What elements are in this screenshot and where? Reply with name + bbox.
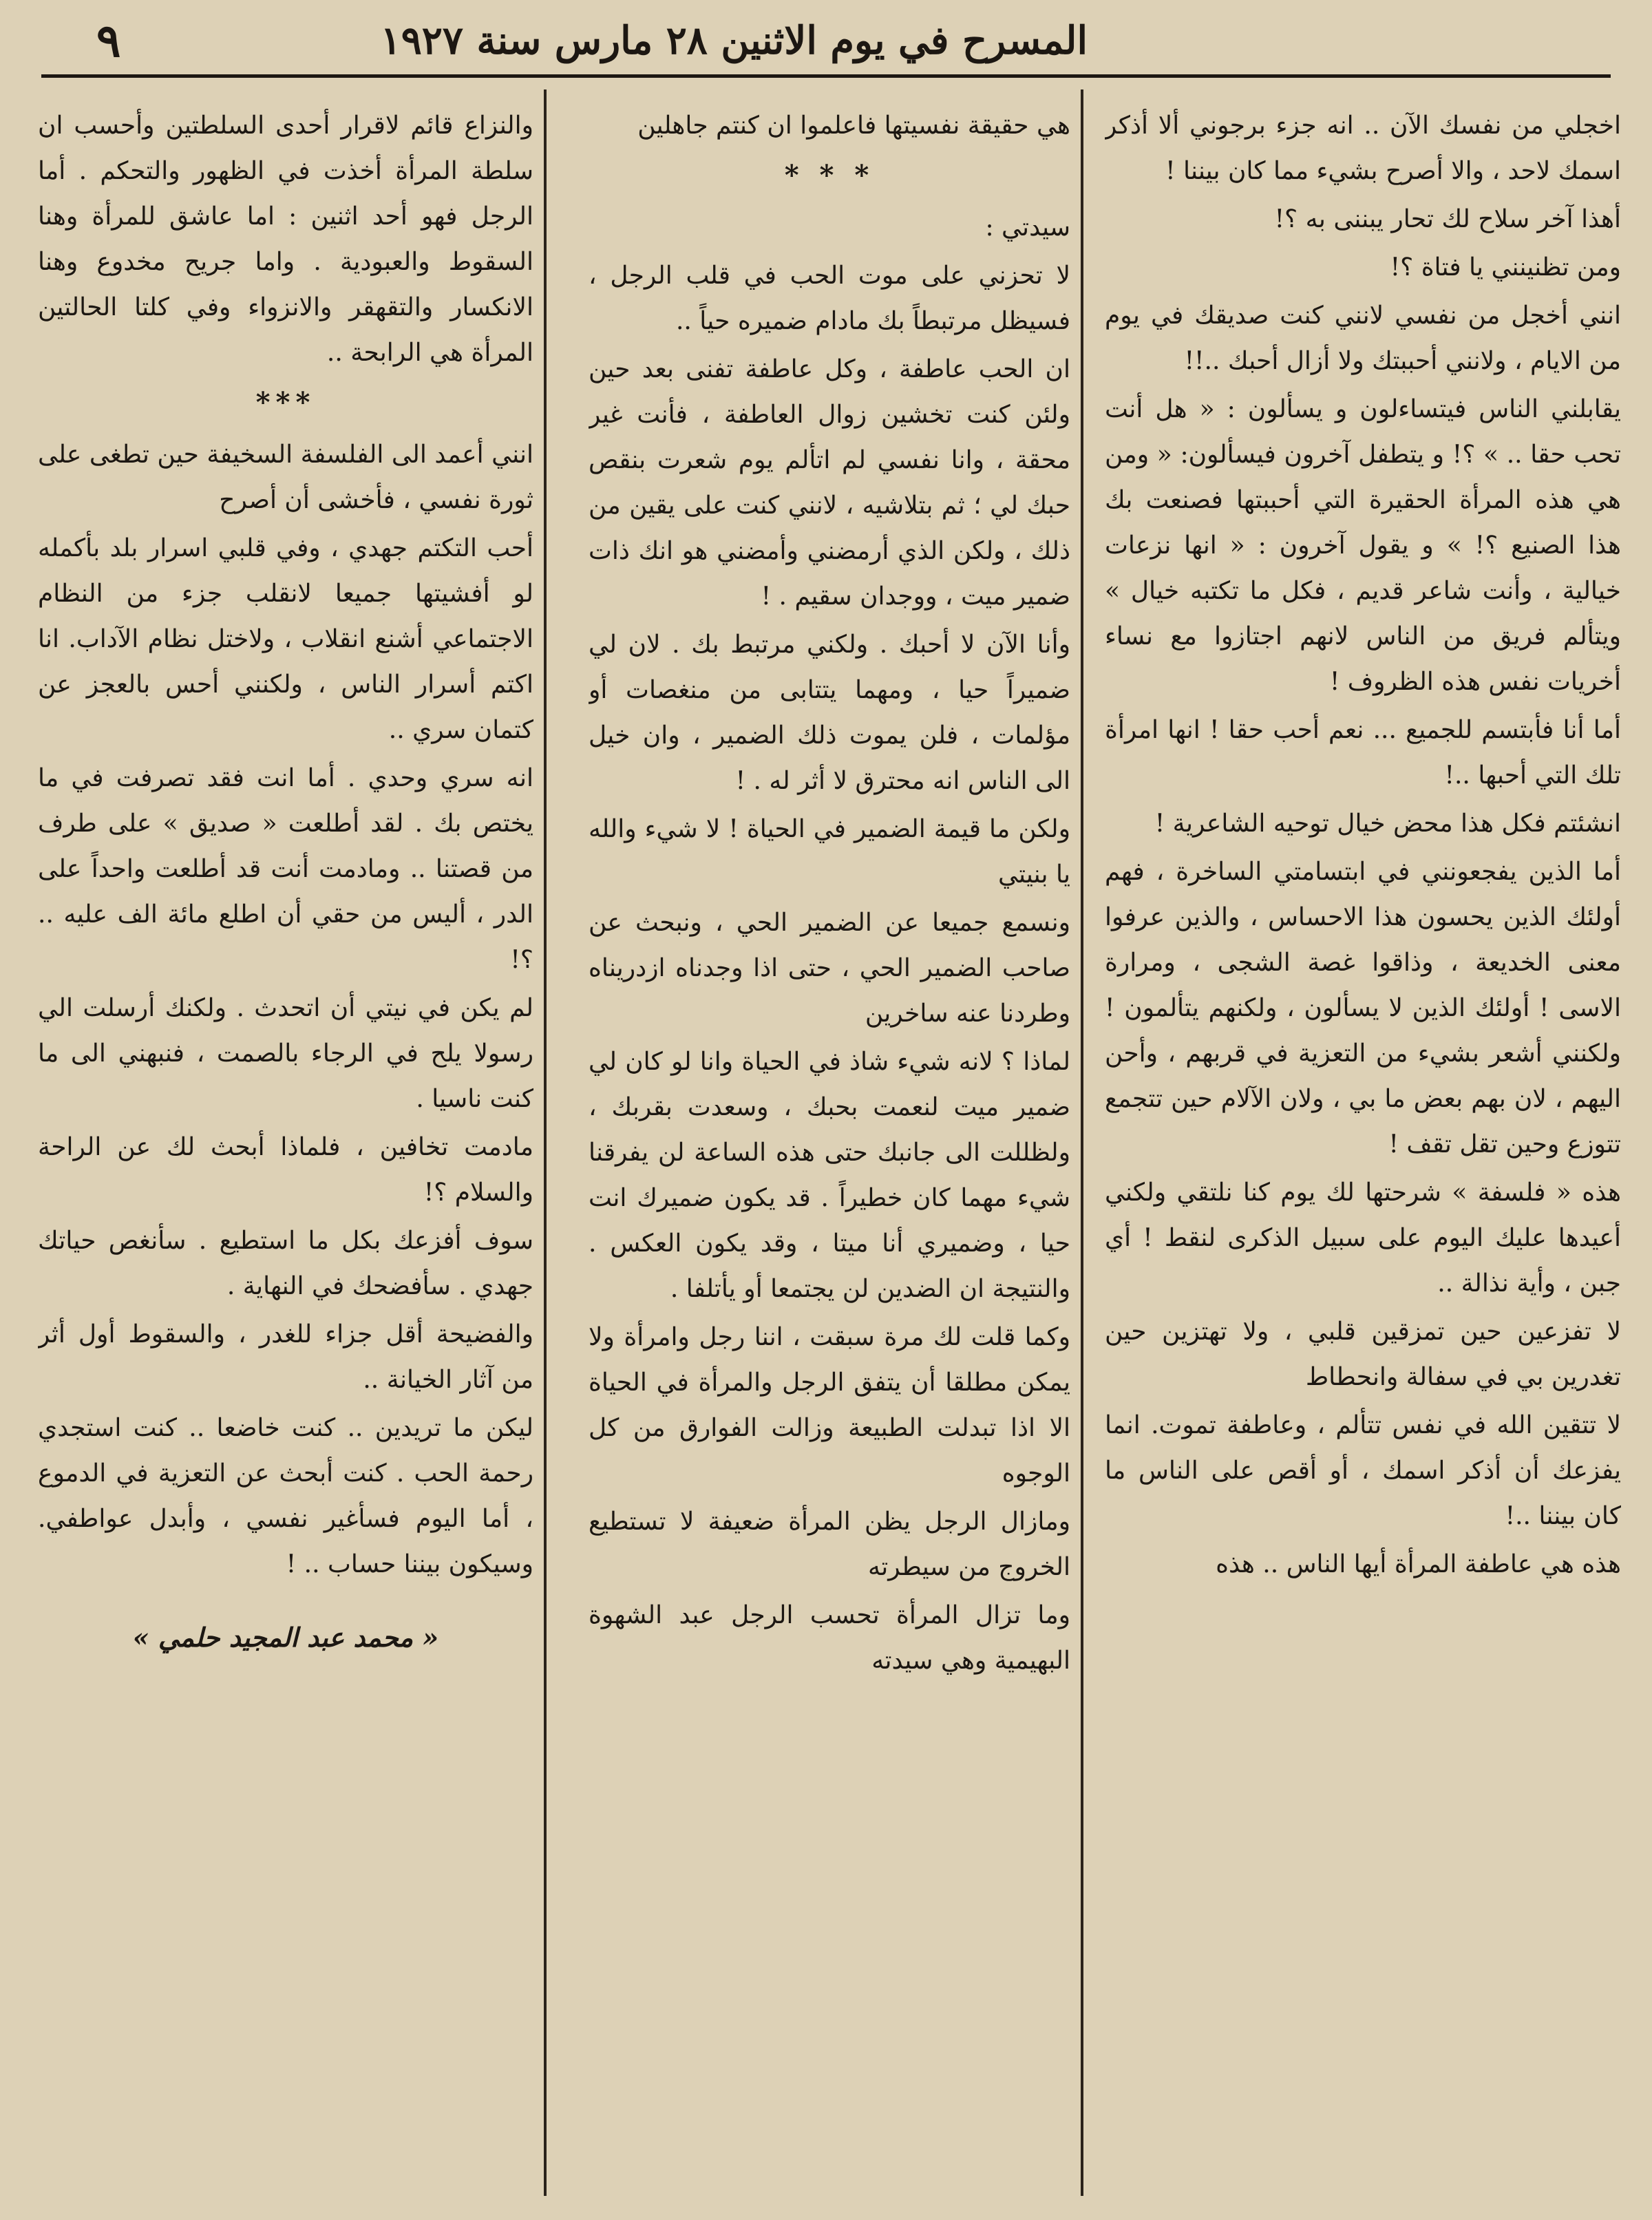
paragraph: هي حقيقة نفسيتها فاعلموا ان كنتم جاهلين [637, 112, 1070, 140]
paragraph: لا تحزني على موت الحب في قلب الرجل ، فسيظل مرتبطاً بك مادام ضميره حياً .. [589, 262, 1070, 335]
paragraph: ونسمع جميعا عن الضمير الحي ، ونبحث عن صاحب الضمير الحي ، حتى اذا وجدناه ازدريناه وطردنا عنه ساخرين [589, 909, 1070, 1028]
paragraph: لا تفزعين حين تمزقين قلبي ، ولا تهتزين حين تغدرين بي في سفالة وانحطاط [1105, 1318, 1621, 1391]
paragraph: مادمت تخافين ، فلماذا أبحث لك عن الراحة والسلام ؟! [38, 1133, 533, 1207]
paragraph: لماذا ؟ لانه شيء شاذ في الحياة وانا لو كان لي ضمير ميت لنعمت بحبك ، وسعدت بقربك ، ولظللت الى جانبك حتى هذه الساعة لن يفرقنا شيء مهما كان خطيراً . قد يكون ضميرك انت حيا ، وضميري أنا ميتا ، وقد يكون العكس . والنتيجة ان الضدين لن يجتمعا أو يأتلفا . [589, 1048, 1070, 1303]
header-title: المسرح في يوم الاثنين ٢٨ مارس سنة ١٩٢٧ [380, 18, 1088, 63]
paragraph: انشئتم فكل هذا محض خيال توحيه الشاعرية ! [1154, 810, 1621, 838]
paragraph: انه سري وحدي . أما انت فقد تصرفت في ما يختص بك . لقد أطلعت « صديق » على طرف من قصتنا .. ومادمت أنت قد أطلعت واحداً على الدر ، أليس من حقي أن اطلع مائة الف عليه .. ؟! [38, 764, 533, 974]
paragraph: يقابلني الناس فيتساءلون و يسألون : « هل أنت تحب حقا .. » ؟! و يتطفل آخرون فيسألون: « ومن هي هذه المرأة الحقيرة التي أحببتها فصنعت بك هذا الصنيع ؟! » و يقول آخرون : « انها نزعات خيالية ، وأنت شاعر قديم ، فكل ما تكتبه خيال » ويتألم فريق من الناس لانهم اجتازوا مع نساء أخريات نفس هذه الظروف ! [1105, 395, 1621, 696]
paragraph: ليكن ما تريدين .. كنت خاضعا .. كنت استجدي رحمة الحب . كنت أبحث عن التعزية في الدموع ، أما اليوم فسأغير نفسي ، وأبدل عواطفي. وسيكون بيننا حساب .. ! [38, 1414, 533, 1578]
column-left [38, 103, 533, 2203]
paragraph: وأنا الآن لا أحبك . ولكني مرتبط بك . لان لي ضميراً حيا ، ومهما يتتابى من منغصات أو مؤلمات ، فلن يموت ذلك الضمير ، وان خيل الى الناس انه محترق لا أثر له . ! [589, 631, 1070, 795]
paragraph: والفضيحة أقل جزاء للغدر ، والسقوط أول أثر من آثار الخيانة .. [38, 1320, 533, 1394]
section-separator: * * * [784, 159, 875, 191]
paragraph: أما الذين يفجعونني في ابتسامتي الساخرة ، فهم أولئك الذين يحسون هذا الاحساس ، والذين عرفوا معنى الخديعة ، وذاقوا غصة الشجى ، ومرارة الاسى ! أولئك الذين لا يسألون ، ولكنهم يتألمون ! ولكنني أشعر بشيء من التعزية في قربهم ، وأحن اليهم ، لان بهم بعض ما بي ، ولان الآلام حين تتجمع تتوزع وحين تقل تقف ! [1105, 858, 1621, 1159]
paragraph: هذه « فلسفة » شرحتها لك يوم كنا نلتقي ولكني أعيدها عليك اليوم على سبيل الذكرى لنقط ! أي جبن ، وأية نذالة .. [1105, 1178, 1621, 1298]
paragraph: وكما قلت لك مرة سبقت ، اننا رجل وامرأة ولا يمكن مطلقا أن يتفق الرجل والمرأة في الحياة الا اذا تبدلت الطبيعة وزالت الفوارق من كل الوجوه [589, 1323, 1070, 1488]
paragraph: لم يكن في نيتي أن اتحدث . ولكنك أرسلت الي رسولا يلح في الرجاء بالصمت ، فنبهني الى ما كنت ناسيا . [38, 994, 533, 1113]
section-separator: *** [255, 386, 316, 419]
paragraph: ان الحب عاطفة ، وكل عاطفة تفنى بعد حين ولئن كنت تخشين زوال العاطفة ، فأنت غير محقة ، وانا نفسي لم اتألم يوم شعرت بنقص حبك لي ؛ ثم بتلاشيه ، لانني كنت على يقين من ذلك ، ولكن الذي أرمضني وأمضني هو انك ذات ضمير ميت ، ووجدان سقيم . ! [589, 355, 1070, 611]
paragraph: أحب التكتم جهدي ، وفي قلبي اسرار بلد بأكمله لو أفشيتها جميعا لانقلب جزء من النظام الاجتماعي أشنع انقلاب ، ولاختل نظام الآداب. انا اكتم أسرار الناس ، ولكنني أحس بالعجز عن كتمان سري .. [38, 534, 533, 744]
page-number: ٩ [96, 14, 121, 67]
paragraph: انني أخجل من نفسي لانني كنت صديقك في يوم من الايام ، ولانني أحببتك ولا أزال أحبك ..!! [1105, 302, 1621, 375]
paragraph: ومن تظنينني يا فتاة ؟! [1390, 253, 1621, 282]
paragraph: والنزاع قائم لاقرار أحدى السلطتين وأحسب ان سلطة المرأة أخذت في الظهور والتحكم . أما الرجل فهو أحد اثنين : اما عاشق للمرأة وهنا السقوط والعبودية . واما جريح مخدوع وهنا الانكسار والتقهقر والانزواء وفي كلتا الحالتين المرأة هي الرابحة .. [38, 112, 533, 367]
paragraph: سيدتي : [985, 213, 1070, 242]
paragraph: أهذا آخر سلاح لك تحار يبننى به ؟! [1274, 205, 1621, 233]
column-divider-left [544, 89, 547, 2196]
author-signature: « محمد عبد المجيد حلمي » [132, 1622, 439, 1653]
paragraph: سوف أفزعك بكل ما استطيع . سأنغص حياتك جهدي . سأفضحك في النهاية . [38, 1227, 533, 1300]
paragraph: وما تزال المرأة تحسب الرجل عبد الشهوة البهيمية وهي سيدته [589, 1601, 1070, 1675]
column-right [1105, 103, 1621, 2203]
header-rule [41, 74, 1611, 78]
column-divider-right [1081, 89, 1083, 2196]
paragraph: لا تتقين الله في نفس تتألم ، وعاطفة تموت. انما يفزعك أن أذكر اسمك ، أو أقص على الناس ما كان بيننا ..! [1105, 1411, 1621, 1530]
paragraph: ولكن ما قيمة الضمير في الحياة ! لا شيء والله يا بنيتي [589, 815, 1070, 889]
paragraph: ومازال الرجل يظن المرأة ضعيفة لا تستطيع الخروج من سيطرته [589, 1508, 1070, 1581]
paragraph: انني أعمد الى الفلسفة السخيفة حين تطغى على ثورة نفسي ، فأخشى أن أصرح [38, 441, 533, 514]
page-header [41, 14, 1611, 69]
column-middle [589, 103, 1070, 2203]
paragraph: أما أنا فأبتسم للجميع ... نعم أحب حقا ! انها امرأة تلك التي أحبها ..! [1105, 716, 1621, 790]
paragraph: اخجلي من نفسك الآن .. انه جزء برجوني ألا أذكر اسمك لاحد ، والا أصرح بشيء مما كان بيننا ! [1105, 112, 1621, 185]
paragraph: هذه هي عاطفة المرأة أيها الناس .. هذه [1216, 1550, 1621, 1578]
